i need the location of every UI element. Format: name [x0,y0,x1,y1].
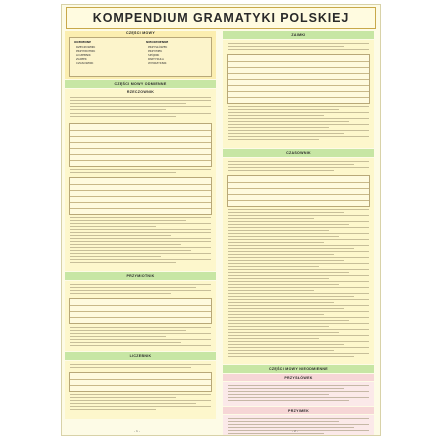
text-line [228,215,369,216]
text-line [228,118,369,119]
table-row-divider [70,196,211,197]
text-line [228,266,319,267]
text-line [228,314,324,315]
title-box [66,7,376,29]
rzeczownik-heading: RZECZOWNIK [126,90,155,94]
text-line [228,332,339,333]
text-line [70,241,211,242]
text-line [70,169,211,170]
text-line [228,221,369,222]
nieodmienne-heading: NIEODMIENNE [146,40,169,44]
table-row-divider [70,142,211,143]
text-line [228,338,319,339]
text-line [228,245,369,246]
text-line [228,236,339,237]
table-row-divider [228,188,369,189]
text-line [228,400,349,401]
text-line [70,172,176,173]
text-line [70,116,176,117]
table-row-divider [70,184,211,185]
text-line [228,341,369,342]
text-line [70,235,171,236]
table-row-divider [70,148,211,149]
text-line [228,311,369,312]
text-line [70,409,156,410]
text-line [70,333,211,334]
text-line [228,112,369,113]
text-line [70,103,186,104]
text-line [228,139,319,140]
text-line [70,226,156,227]
text-line [228,227,369,228]
right-column [223,31,374,427]
table-row-divider [228,200,369,201]
section-banner-odmienne [65,80,216,88]
text-line [70,290,211,291]
table-row-divider [70,317,211,318]
text-line [228,272,349,273]
text-line [228,109,339,110]
list-item: ZAIMEK [76,57,87,61]
list-item: RZECZOWNIK [76,45,96,49]
text-line [228,421,339,422]
text-line [228,290,314,291]
text-line [70,253,211,254]
text-line [228,130,369,131]
text-line [228,418,369,419]
text-line [70,217,211,218]
text-line [70,106,211,107]
text-line [228,212,344,213]
table-row-divider [228,85,369,86]
przymiotnik-panel [65,281,216,351]
text-line [228,46,344,47]
text-line [70,259,211,260]
table-row-divider [228,194,369,195]
section-banner-liczebnik [65,352,216,360]
text-line [228,287,369,288]
parts-of-speech-table [69,37,212,77]
section-heading-nieodmienne: CZĘŚCI MOWY NIEODMIENNE [269,367,328,371]
przyimek-panel [223,415,374,436]
text-line [228,293,369,294]
table-row-divider [228,67,369,68]
list-item: PRZYMIOTNIK [76,49,96,53]
list-item: CZASOWNIK [76,61,94,65]
page-title: KOMPENDIUM GRAMATYKI POLSKIEJ [92,11,350,25]
text-line [70,406,211,407]
text-line [70,339,211,340]
table-row-divider [228,61,369,62]
text-line [228,317,369,318]
table-row-divider [70,190,211,191]
przyslowek-heading: PRZYSŁÓWEK [284,375,313,380]
przyimek-heading: PRZYIMEK [288,408,309,413]
text-line [228,161,369,162]
table-row-divider [70,202,211,203]
text-line [228,269,369,270]
text-line [70,262,176,263]
list-item: WYKRZYKNIK [148,61,167,65]
text-line [70,97,211,98]
text-line [228,224,349,225]
table-row-divider [70,154,211,155]
text-line [228,430,369,431]
list-item: SPÓJNIK [148,53,160,57]
text-line [228,347,369,348]
text-line [228,350,334,351]
text-line [228,320,349,321]
text-line [70,397,176,398]
text-line [228,275,369,276]
text-line [70,364,211,365]
text-line [228,136,369,137]
parts-of-speech-panel [65,31,216,79]
text-line [70,330,186,331]
text-line [228,127,329,128]
text-line [70,244,181,245]
text-line [228,308,344,309]
text-line [228,388,344,389]
text-line [228,121,349,122]
section-banner-nieodmienne [223,365,374,373]
odmienne-heading: ODMIENNE [74,40,92,44]
text-line [228,278,329,279]
page-number-right: - 2 - [292,429,298,433]
text-line [228,284,339,285]
text-line [70,293,171,294]
text-line [70,400,211,401]
text-line [70,403,196,404]
text-line [70,327,211,328]
text-line [228,326,329,327]
table-row-divider [70,136,211,137]
text-line [228,164,354,165]
przymiotnik-heading: PRZYMIOTNIK [126,274,155,278]
list-item: PARTYKUŁA [148,57,164,61]
text-line [228,170,334,171]
text-line [70,250,191,251]
text-line [70,247,211,248]
text-line [228,257,369,258]
verb-table [227,175,370,207]
numeral-table [69,372,212,392]
text-line [70,342,181,343]
page-number-left: - 1 - [134,429,140,433]
text-line [228,218,314,219]
text-line [228,254,334,255]
table-row-divider [228,79,369,80]
text-line [228,49,369,50]
text-line [70,223,211,224]
zaimki-panel [223,40,374,148]
pronoun-table [227,54,370,104]
czasownik-panel [223,158,374,364]
text-line [70,220,186,221]
text-line [70,367,191,368]
text-line [228,427,354,428]
text-line [228,335,369,336]
text-line [70,100,211,101]
text-line [228,391,369,392]
list-item: LICZEBNIK [76,53,91,57]
text-line [228,397,369,398]
table-row-divider [70,385,211,386]
text-line [70,336,166,337]
rzeczownik-panel [65,89,216,271]
text-line [228,281,369,282]
text-line [228,344,344,345]
text-line [228,433,324,434]
table-row-divider [228,97,369,98]
table-row-divider [228,182,369,183]
text-line [228,305,369,306]
liczebnik-panel [65,361,216,419]
text-line [228,323,369,324]
table-row-divider [228,73,369,74]
text-line [228,209,369,210]
case-table [69,177,212,215]
list-item: PRZYIMEK [148,49,163,53]
text-line [228,242,324,243]
text-line [228,133,344,134]
text-line [228,394,329,395]
text-line [228,124,369,125]
text-line [228,299,369,300]
text-line [228,251,369,252]
text-line [228,353,369,354]
section-banner-zaimki [223,31,374,39]
table-row-divider [70,311,211,312]
text-line [228,356,354,357]
przyslowek-panel [223,382,374,406]
text-line [70,284,211,285]
text-line [228,424,369,425]
section-banner-czasownik [223,149,374,157]
section-banner-przyimek [223,407,374,414]
text-line [70,113,211,114]
text-line [228,263,369,264]
section-banner-przymiotnik [65,272,216,280]
text-line [70,345,211,346]
text-line [70,109,166,110]
text-line [70,394,211,395]
text-line [228,248,354,249]
adjective-table [69,298,212,324]
text-line [70,238,211,239]
text-line [228,296,354,297]
text-line [228,260,344,261]
liczebnik-heading: LICZEBNIK [129,354,152,358]
list-item: PRZYSŁÓWEK [148,45,168,49]
zaimki-heading: ZAIMKI [291,33,306,37]
text-line [228,385,369,386]
section-heading-odmienne: CZĘŚCI MOWY ODMIENNE [114,82,167,86]
text-line [70,287,196,288]
text-line [70,232,211,233]
text-line [70,256,161,257]
table-row-divider [70,305,211,306]
text-line [228,43,369,44]
table-row-divider [70,160,211,161]
text-line [228,233,369,234]
section-heading-parts-of-speech: CZĘŚCI MOWY [125,31,156,35]
table-row-divider [70,130,211,131]
table-row-divider [70,379,211,380]
text-line [228,115,324,116]
section-banner-przyslowek [223,374,374,381]
text-line [70,229,211,230]
declension-table [69,123,212,167]
table-row-divider [70,208,211,209]
text-line [228,302,334,303]
text-line [228,239,369,240]
table-row-divider [228,91,369,92]
czasownik-heading: CZASOWNIK [286,151,311,155]
text-line [228,106,369,107]
text-line [228,329,369,330]
grammar-poster [61,4,381,436]
text-line [228,230,329,231]
left-column [65,31,216,427]
text-line [228,167,369,168]
